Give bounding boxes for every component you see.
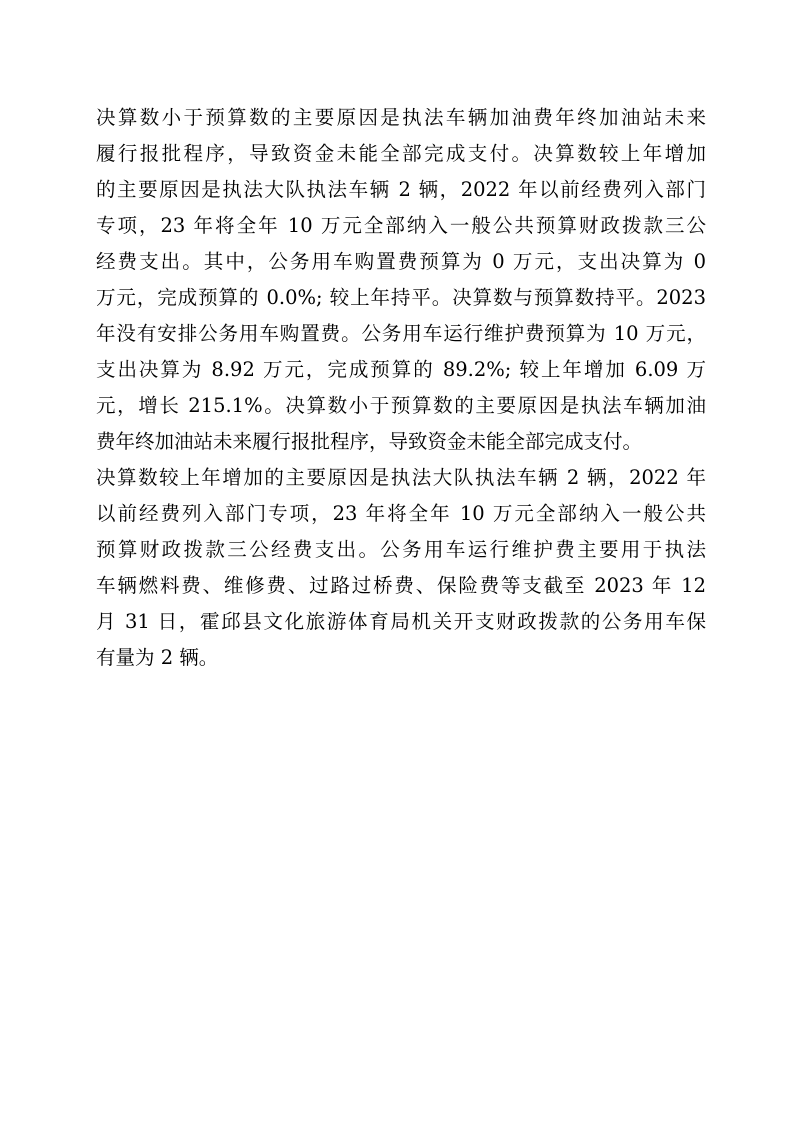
text-line: 元，增长 215.1%。决算数小于预算数的主要原因是执法车辆加油 (96, 394, 706, 417)
text-line: 万元，完成预算的 0.0%; 较上年持平。决算数与预算数持平。2023 (96, 286, 706, 309)
text-line: 以前经费列入部门专项，23 年将全年 10 万元全部纳入一般公共 (96, 502, 706, 525)
text-line: 经费支出。其中，公务用车购置费预算为 0 万元，支出决算为 0 (96, 250, 706, 273)
text-line: 预算财政拨款三公经费支出。公务用车运行维护费主要用于执法 (96, 538, 706, 561)
body-text (96, 100, 706, 676)
text-line: 支出决算为 8.92 万元，完成预算的 89.2%; 较上年增加 6.09 万 (96, 358, 706, 381)
text-line: 专项，23 年将全年 10 万元全部纳入一般公共预算财政拨款三公 (96, 214, 706, 237)
text-line: 的主要原因是执法大队执法车辆 2 辆，2022 年以前经费列入部门 (96, 178, 706, 201)
text-line: 决算数较上年增加的主要原因是执法大队执法车辆 2 辆，2022 年 (96, 466, 706, 489)
text-line: 月 31 日，霍邱县文化旅游体育局机关开支财政拨款的公务用车保 (96, 610, 706, 633)
text-line: 履行报批程序，导致资金未能全部完成支付。决算数较上年增加 (96, 142, 706, 165)
text-line: 年没有安排公务用车购置费。公务用车运行维护费预算为 10 万元， (96, 322, 706, 345)
text-line: 决算数小于预算数的主要原因是执法车辆加油费年终加油站未来 (96, 106, 706, 129)
text-line: 车辆燃料费、维修费、过路过桥费、保险费等支截至 2023 年 12 (96, 574, 706, 597)
text-line: 有量为 2 辆。 (96, 646, 219, 669)
text-line: 费年终加油站未来履行报批程序，导致资金未能全部完成支付。 (96, 430, 643, 453)
